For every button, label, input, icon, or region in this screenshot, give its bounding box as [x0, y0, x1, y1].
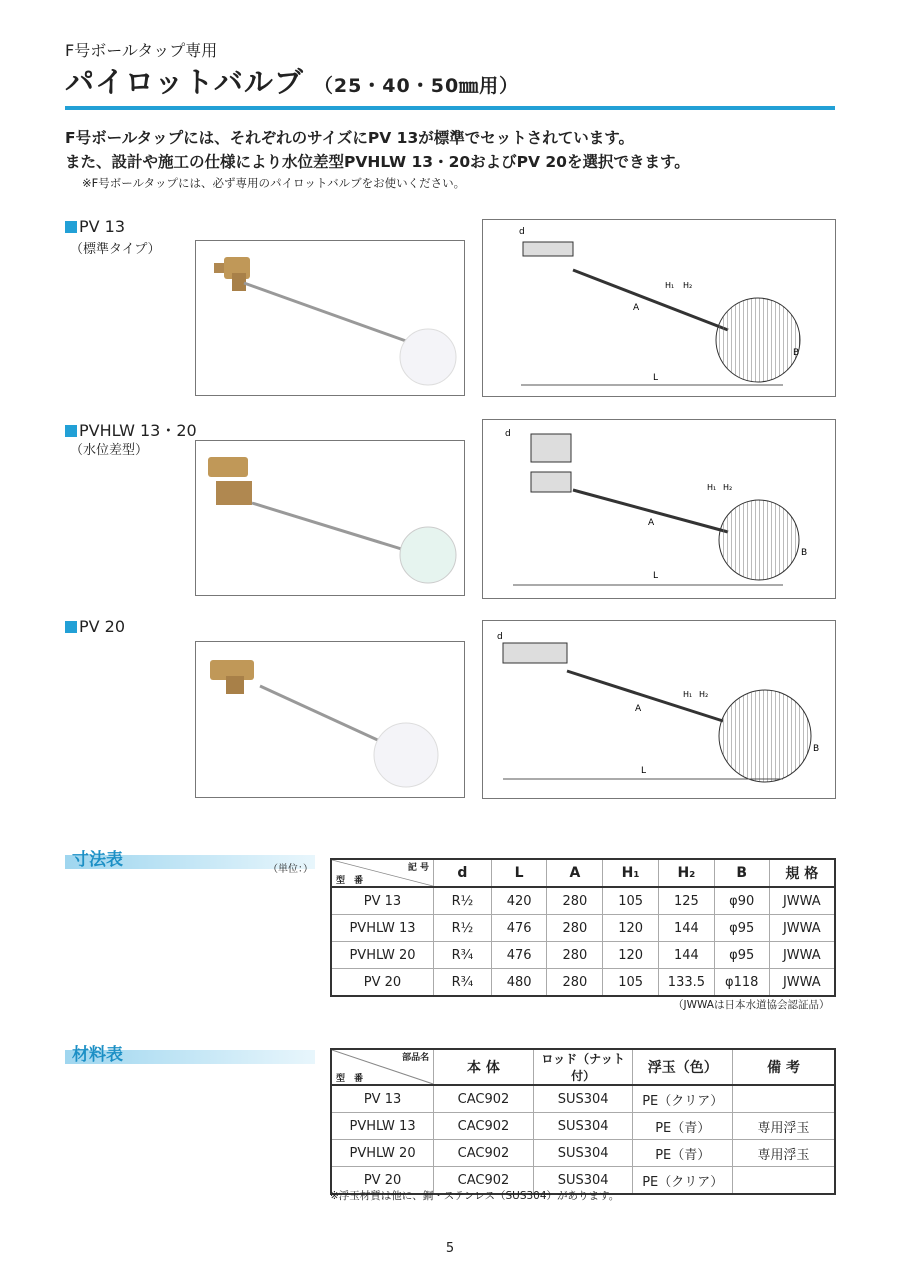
mat-table-footnote: ※浮玉材質は他に、銅・ステンレス（SUS304）があります。 — [330, 1190, 620, 1202]
title-main: パイロットバルブ — [65, 65, 304, 99]
pilot-valve-photo — [196, 642, 464, 797]
dim-col-header: A — [547, 859, 603, 887]
mat-col-header: ロッド（ナット付） — [533, 1049, 633, 1085]
mat-col-header: 浮玉（色） — [633, 1049, 733, 1085]
blue-square-icon — [65, 221, 77, 233]
mat-table-header — [331, 1049, 835, 1085]
dim-col-header: H₂ — [658, 859, 714, 887]
svg-text:B: B — [813, 744, 820, 754]
dimension-diagram — [483, 420, 835, 598]
pre-title: F号ボールタップ専用 — [65, 41, 218, 60]
float-ball — [400, 527, 456, 583]
table-row: PVHLW 13 R½ 476 280 120 144 φ95 JWWA — [331, 915, 835, 942]
mat-table-corner: 部品名 型 番 — [331, 1049, 434, 1085]
table-row: PV 13 CAC902 SUS304 PE（クリア） — [331, 1085, 835, 1113]
page-number: 5 — [445, 1241, 455, 1256]
table-row: PVHLW 20 R¾ 476 280 120 144 φ95 JWWA — [331, 942, 835, 969]
svg-text:L: L — [641, 766, 647, 776]
dim-col-header: H₁ — [603, 859, 659, 887]
dim-table-unit: （単位：） — [268, 864, 313, 875]
title-rule — [65, 106, 835, 110]
mat-table — [330, 1048, 836, 1195]
product-label-pvhlw: PVHLW 13・20 — [65, 418, 197, 441]
dim-col-header: L — [491, 859, 547, 887]
svg-text:A: A — [648, 518, 655, 528]
dimension-diagram — [483, 621, 835, 798]
dim-table-title: 寸法表 — [72, 850, 123, 870]
table-row: PVHLW 13 CAC902 SUS304 PE（青） 専用浮玉 — [331, 1113, 835, 1140]
svg-text:H₂: H₂ — [683, 281, 693, 290]
float-ball — [400, 329, 456, 385]
intro-line-1: F号ボールタップには、それぞれのサイズにPV 13が標準でセットされています。 — [65, 129, 635, 147]
product-photo-pv20 — [195, 641, 465, 798]
svg-text:B: B — [801, 548, 808, 558]
dimension-diagram — [483, 220, 835, 396]
intro-line-2: また、設計や施工の仕様により水位差型PVHLW 13・20およびPV 20を選択できます。 — [65, 153, 690, 171]
table-row: PV 20 CAC902 SUS304 PE（クリア） — [331, 1167, 835, 1195]
dim-col-header: d — [434, 859, 492, 887]
intro-note: ※F号ボールタップには、必ず専用のパイロットバルブをお使いください。 — [82, 176, 466, 190]
page-title — [65, 60, 519, 101]
product-label-pv20: PV 20 — [65, 617, 125, 636]
mat-col-header: 本 体 — [434, 1049, 534, 1085]
diagram-pv20 — [482, 620, 836, 799]
dim-table-footnote: （JWWAは日本水道協会認証品） — [673, 999, 830, 1011]
diagram-pv13 — [482, 219, 836, 397]
product-photo-pv13 — [195, 240, 465, 396]
product-sub-pvhlw: （水位差型） — [70, 443, 149, 458]
dim-table-header — [331, 859, 835, 887]
svg-text:H₂: H₂ — [699, 690, 709, 699]
product-sub-pv13: （標準タイプ） — [70, 242, 161, 257]
dim-col-header: 規 格 — [769, 859, 835, 887]
svg-text:A: A — [635, 704, 642, 714]
blue-square-icon — [65, 621, 77, 633]
svg-text:L: L — [653, 571, 659, 581]
svg-text:d: d — [519, 227, 525, 237]
svg-text:H₁: H₁ — [665, 281, 675, 290]
table-row: PV 20 R¾ 480 280 105 133.5 φ118 JWWA — [331, 969, 835, 997]
blue-square-icon — [65, 425, 77, 437]
svg-text:d: d — [497, 632, 503, 642]
table-row: PVHLW 20 CAC902 SUS304 PE（青） 専用浮玉 — [331, 1140, 835, 1167]
pilot-valve-photo — [196, 441, 464, 595]
table-row: PV 13 R½ 420 280 105 125 φ90 JWWA — [331, 887, 835, 915]
dim-table-corner: 記 号 型 番 — [331, 859, 434, 887]
svg-text:H₁: H₁ — [683, 690, 693, 699]
product-photo-pvhlw — [195, 440, 465, 596]
float-ball — [374, 723, 438, 787]
product-label-pv13: PV 13 — [65, 217, 125, 236]
diagram-pvhlw — [482, 419, 836, 599]
svg-text:H₂: H₂ — [723, 483, 733, 492]
svg-text:L: L — [653, 373, 659, 383]
dim-col-header: B — [714, 859, 769, 887]
pilot-valve-photo — [196, 241, 464, 395]
svg-text:d: d — [505, 429, 511, 439]
svg-text:H₁: H₁ — [707, 483, 717, 492]
mat-table-title: 材料表 — [72, 1045, 123, 1065]
dim-table — [330, 858, 836, 997]
title-sizes: （25・40・50㎜用） — [313, 75, 520, 97]
svg-text:B: B — [793, 348, 800, 358]
mat-col-header: 備 考 — [733, 1049, 835, 1085]
svg-text:A: A — [633, 303, 640, 313]
